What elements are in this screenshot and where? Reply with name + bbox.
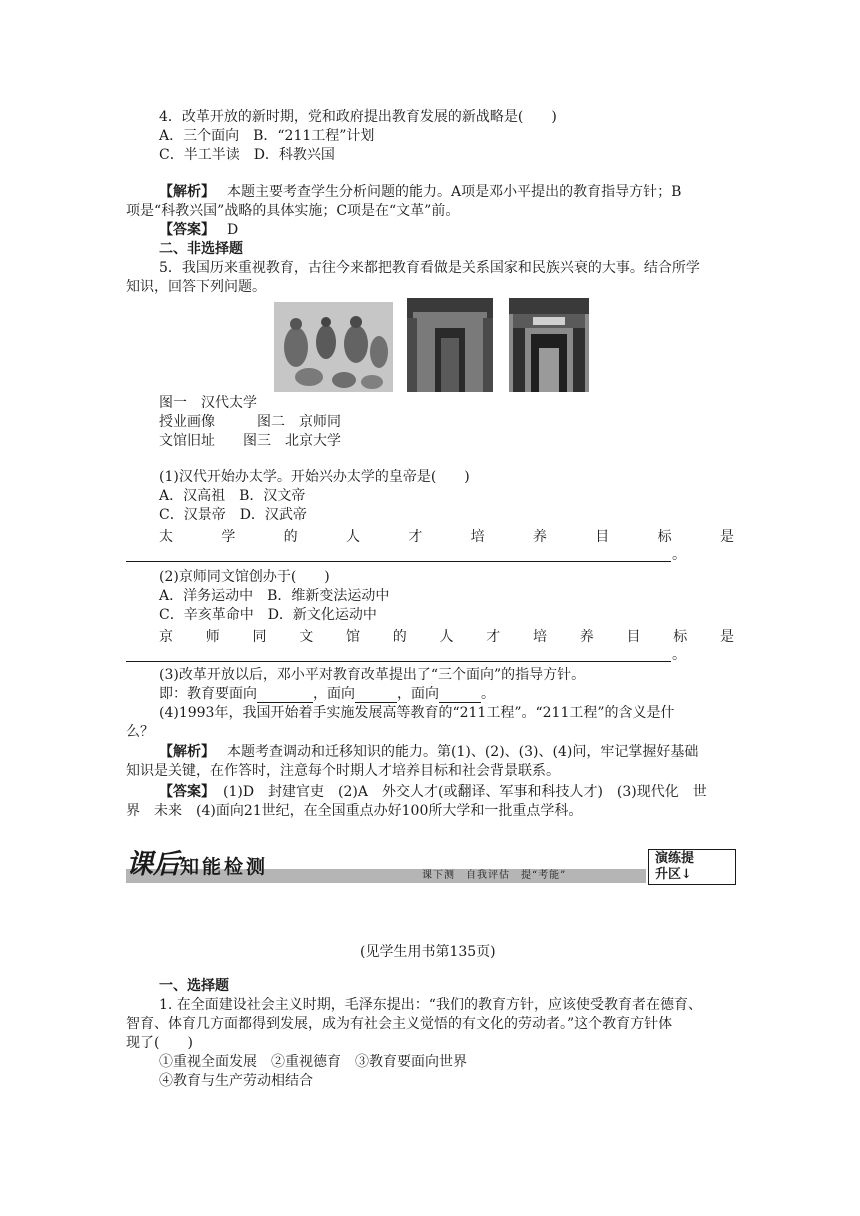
q1-line3: 现了( )	[126, 1035, 193, 1051]
banner-title	[126, 849, 268, 883]
sub2-char: 的	[392, 629, 407, 645]
caption-line1: 图一 汉代太学	[159, 395, 257, 411]
sub1-char: 标	[657, 529, 672, 545]
analysis5-tag: 【解析】	[159, 744, 215, 760]
sub2-char: 师	[205, 629, 220, 645]
section-heading-nonchoice: 二、非选择题	[159, 241, 243, 257]
q5-stem-line2: 知识，回答下列问题。	[126, 279, 266, 295]
answer4-text: D	[227, 222, 239, 238]
sub3-blank2	[355, 688, 397, 703]
sub4-line2: 么？	[126, 724, 154, 740]
answer5-line2: 界 未来 (4)面向21世纪，在全国重点办好100所大学和一批重点学科。	[126, 803, 583, 819]
sub2-char: 培	[533, 629, 547, 645]
sub1-answer-blank	[126, 545, 671, 562]
sub2-char: 馆	[346, 629, 360, 645]
sub1-end: 。	[672, 547, 686, 563]
analysis5-line1	[159, 743, 698, 761]
answer4	[159, 221, 238, 239]
q5-stem-line1: 5．我国历来重视教育，古往今来都把教育看做是关系国家和民族兴衰的大事。结合所学	[159, 260, 700, 276]
sub2-char: 文	[299, 629, 314, 645]
sub2-char: 养	[579, 629, 594, 645]
q4-stem: 4．改革开放的新时期，党和政府提出教育发展的新战略是( )	[159, 109, 557, 125]
sub1-char: 目	[595, 529, 610, 545]
sub2-options-ab: A．洋务运动中 B．维新变法运动中	[159, 588, 390, 604]
sub2-end: 。	[672, 647, 686, 663]
sub2-char: 标	[673, 629, 688, 645]
sub1-char: 太	[159, 529, 173, 545]
sub3-blank3	[439, 688, 481, 703]
analysis4-line2: 项是“科教兴国”战略的具体实施；C项是在“文革”前。	[126, 203, 460, 219]
photo-peking-university	[509, 298, 589, 392]
sub2-answer-blank	[126, 645, 671, 662]
photo-jingshi-tongwenguan	[407, 298, 493, 392]
analysis4-line1	[159, 183, 681, 201]
caption-line2: 授业画像 图二 京师同	[159, 414, 341, 430]
sub3-text2: ，面向	[313, 686, 355, 702]
sub2-justified-line	[159, 626, 734, 646]
q4-options-cd: C．半工半读 D．科教兴国	[159, 147, 335, 163]
sub1-justified-line	[159, 526, 734, 546]
sub2-char: 目	[626, 629, 641, 645]
q1-line2: 智育、体育几方面都得到发展，成为有社会主义觉悟的有文化的劳动者。”这个教育方针体	[126, 1016, 673, 1032]
q1-items2: ④教育与生产劳动相结合	[159, 1073, 313, 1089]
caption-line3: 文馆旧址 图三 北京大学	[159, 433, 341, 449]
answer5-text1: (1)D 封建官吏 (2)A 外交人才(或翻译、军事和科技人才) (3)现代化 世	[223, 784, 707, 800]
sub2-char: 同	[252, 629, 267, 645]
analysis4-tag: 【解析】	[159, 184, 215, 200]
answer5-tag: 【答案】	[159, 784, 215, 800]
banner-box-line1: 演练提	[655, 851, 695, 866]
sub1-stem: (1)汉代开始办太学。开始兴办太学的皇帝是( )	[159, 469, 470, 485]
sub2-stem: (2)京师同文馆创办于( )	[159, 569, 330, 585]
banner-title-char1: 课	[126, 849, 153, 880]
banner-title-char2: 后	[153, 849, 180, 880]
q4-options-ab: A．三个面向 B．“211工程”计划	[159, 128, 375, 144]
sub1-char: 是	[719, 529, 734, 545]
sub3-line1: (3)改革开放以后，邓小平对教育改革提出了“三个面向”的指导方针。	[159, 667, 586, 683]
section-heading-choice: 一、选择题	[159, 978, 229, 994]
sub1-char: 养	[532, 529, 547, 545]
sub2-char: 是	[720, 629, 734, 645]
banner-title-rest: 知能检测	[180, 856, 269, 878]
banner-box	[648, 849, 736, 885]
sub2-char: 人	[439, 629, 454, 645]
sub2-char: 京	[159, 629, 173, 645]
sub2-char: 才	[486, 629, 501, 645]
sub3-text3: ，面向	[397, 686, 439, 702]
sub1-char: 学	[221, 529, 236, 545]
q1-items1: ①重视全面发展 ②重视德育 ③教育要面向世界	[159, 1054, 467, 1070]
sub1-options-cd: C．汉景帝 D．汉武帝	[159, 507, 307, 523]
sub1-char: 人	[345, 529, 360, 545]
analysis5-text1: 本题考查调动和迁移知识的能力。第(1)、(2)、(3)、(4)问，牢记掌握好基础	[227, 744, 699, 760]
q1-line1: 1. 在全面建设社会主义时期，毛泽东提出：“我们的教育方针，应该使受教育者在德育、	[159, 997, 702, 1013]
photo-han-taixue-lecture	[274, 302, 393, 392]
sub1-char: 才	[408, 529, 423, 545]
banner-subtitle: 课下测 自我评估 提“考能”	[422, 870, 567, 881]
sub1-options-ab: A．汉高祖 B．汉文帝	[159, 488, 306, 504]
sub3-text4: 。	[481, 686, 495, 702]
sub4-line1: (4)1993年，我国开始着手实施发展高等教育的“211工程”。“211工程”的含义是什	[159, 705, 675, 721]
section-banner	[126, 849, 736, 885]
banner-box-line2: 升区↓	[655, 867, 692, 882]
sub3-text1: 即：教育要面向	[159, 686, 257, 702]
analysis5-line2: 知识是关键，在作答时，注意每个时期人才培养目标和社会背景联系。	[126, 763, 560, 779]
sub1-char: 的	[283, 529, 298, 545]
sub2-options-cd: C．辛亥革命中 D．新文化运动中	[159, 607, 377, 623]
analysis4-text1: 本题主要考查学生分析问题的能力。A项是邓小平提出的教育指导方针；B	[227, 184, 682, 200]
answer4-tag: 【答案】	[159, 222, 215, 238]
book-page-reference: (见学生用书第135页)	[360, 944, 496, 960]
answer5-line1	[159, 783, 707, 801]
sub3-line2	[159, 685, 495, 703]
sub1-char: 培	[470, 529, 485, 545]
sub3-blank1	[257, 688, 313, 703]
